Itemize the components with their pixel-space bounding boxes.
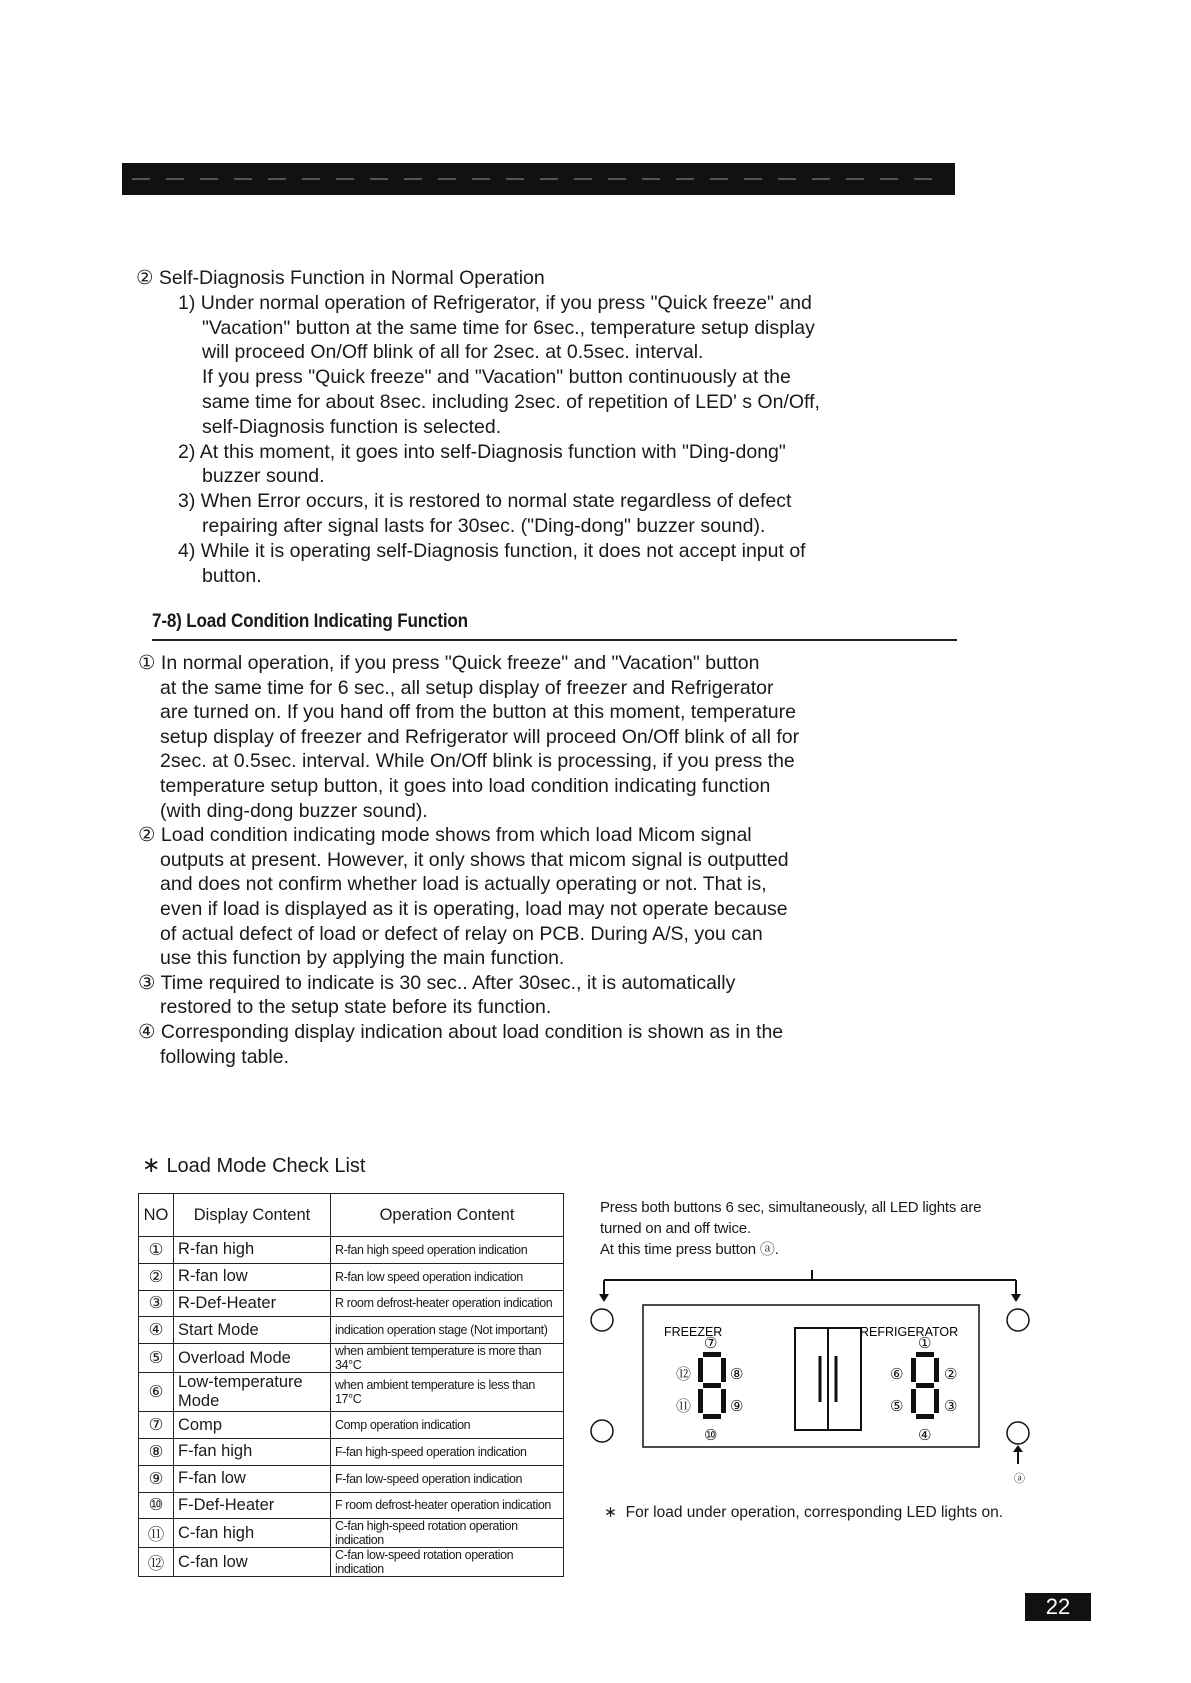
item-line: and does not confirm whether load is actually operating or not. That is, [160, 873, 767, 896]
list-item [128, 971, 888, 996]
door-icon [795, 1328, 828, 1430]
cell-operation: when ambient temperature is less than 17°C [331, 1373, 564, 1412]
cell-operation: R-fan low speed operation indication [331, 1263, 564, 1290]
item-line: of actual defect of load or defect of relay on PCB. During A/S, you can [160, 922, 763, 945]
item-line: Corresponding display indication about load condition is shown as in the [160, 1020, 784, 1043]
panel-instructions [600, 1197, 1020, 1260]
segment [698, 1358, 703, 1382]
item-line: When Error occurs, it is restored to normal state regardless of defect [200, 490, 792, 513]
segment [721, 1358, 726, 1382]
cell-operation: indication operation stage (Not important) [331, 1317, 564, 1344]
item-number: 2) [178, 440, 196, 463]
cell-display: Overload Mode [174, 1344, 331, 1373]
item-line: setup display of freezer and Refrigerator will proceed On/Off blink of all for [160, 725, 800, 748]
mark-10: ⑩ [704, 1426, 718, 1444]
cell-no: ⑧ [139, 1438, 174, 1465]
cell-display: C-fan high [174, 1519, 331, 1548]
segment [703, 1383, 721, 1388]
cell-display: F-fan low [174, 1465, 331, 1492]
item-line: At this moment, it goes into self-Diagnosis function with "Ding-dong" [199, 440, 786, 463]
check-list-title-text: Load Mode Check List [166, 1155, 366, 1177]
load-mode-table [138, 1193, 564, 1577]
item-line: If you press "Quick freeze" and "Vacation" button continuously at the [202, 366, 791, 389]
item-line: "Vacation" button at the same time for 6sec., temperature setup display [202, 316, 815, 339]
segment [934, 1389, 939, 1413]
cell-display: R-fan low [174, 1263, 331, 1290]
instruction-line: Press both buttons 6 sec, simultaneously, all LED lights are [600, 1199, 982, 1216]
item-line: are turned on. If you hand off from the button at this moment, temperature [160, 701, 796, 724]
button-circle[interactable] [591, 1309, 613, 1331]
list-item [160, 489, 896, 514]
item-line: self-Diagnosis function is selected. [202, 415, 502, 438]
door-icon [828, 1328, 861, 1430]
button-circle[interactable] [1007, 1309, 1029, 1331]
item-line: (with ding-dong buzzer sound). [160, 799, 428, 822]
cell-operation: R room defrost-heater operation indication [331, 1290, 564, 1317]
arrow-head-icon [1011, 1294, 1021, 1302]
mark-9: ⑨ [730, 1397, 744, 1415]
item-line: While it is operating self-Diagnosis function, it does not accept input of [200, 539, 806, 562]
segment [721, 1389, 726, 1413]
mark-2: ② [944, 1365, 958, 1383]
item-line: In normal operation, if you press "Quick freeze" and "Vacation" button [160, 652, 760, 674]
list-item [160, 539, 896, 564]
col-header-display: Display Content [174, 1194, 331, 1237]
mark-6: ⑥ [890, 1365, 904, 1383]
cell-operation: C-fan high-speed rotation operation indication [331, 1519, 564, 1548]
table-header-row [139, 1194, 564, 1237]
cell-display: F-Def-Heater [174, 1492, 331, 1519]
cell-display: F-fan high [174, 1438, 331, 1465]
button-a-label: ⓐ [1014, 1473, 1025, 1485]
item-line: even if load is displayed as it is operating, load may not operate because [160, 897, 788, 920]
instruction-line: turned on and off twice. [600, 1220, 751, 1237]
cell-operation: F-fan low-speed operation indication [331, 1465, 564, 1492]
item-line: at the same time for 6 sec., all setup display of freezer and Refrigerator [160, 676, 774, 699]
item-line: will proceed On/Off blink of all for 2sec. at 0.5sec. interval. [202, 341, 704, 364]
segment [703, 1352, 721, 1357]
mark-1: ① [918, 1334, 932, 1352]
list-item [160, 440, 896, 465]
self-diagnosis-section [136, 266, 896, 588]
mark-3: ③ [944, 1397, 958, 1415]
cell-operation: F-fan high-speed operation indication [331, 1438, 564, 1465]
item-number: 3) [178, 490, 196, 513]
list-item [128, 1020, 888, 1045]
cell-no: ⑦ [139, 1412, 174, 1439]
header-bar [122, 163, 955, 195]
mark-7: ⑦ [704, 1334, 718, 1352]
item-number: 1) [178, 291, 196, 314]
item-line: outputs at present. However, it only shows that micom signal is outputted [160, 848, 789, 871]
cell-display: Comp [174, 1412, 331, 1439]
segment [703, 1414, 721, 1419]
table-row [139, 1492, 564, 1519]
mark-11: ⑪ [676, 1397, 692, 1415]
cell-no: ③ [139, 1290, 174, 1317]
freezer-label: FREEZER [664, 1325, 723, 1339]
table-row [139, 1519, 564, 1548]
cell-operation: F room defrost-heater operation indication [331, 1492, 564, 1519]
table-row [139, 1317, 564, 1344]
item-line: same time for about 8sec. including 2sec. of repetition of LED' s On/Off, [202, 390, 820, 413]
item-line: 2sec. at 0.5sec. interval. While On/Off blink is processing, if you press the [160, 750, 795, 773]
item-line: Under normal operation of Refrigerator, if you press "Quick freeze" and [200, 291, 812, 314]
footnote-text: For load under operation, corresponding LED lights on. [625, 1504, 1004, 1521]
cell-operation: when ambient temperature is more than 34°C [331, 1344, 564, 1373]
table-row [139, 1438, 564, 1465]
list-item [160, 291, 896, 316]
cell-operation: C-fan low-speed rotation operation indication [331, 1548, 564, 1577]
table-row [139, 1373, 564, 1412]
item-mark: ① [138, 652, 156, 674]
item-mark: ④ [138, 1020, 156, 1043]
item-line: temperature setup button, it goes into load condition indicating function [160, 774, 771, 797]
segment [911, 1389, 916, 1413]
segment [916, 1414, 934, 1419]
asterisk-icon: ∗ [142, 1152, 161, 1177]
section-title: ② Self-Diagnosis Function in Normal Operation [136, 267, 545, 289]
cell-display: Start Mode [174, 1317, 331, 1344]
cell-no: ⑪ [139, 1519, 174, 1548]
mark-4: ④ [918, 1426, 932, 1444]
cell-no: ⑨ [139, 1465, 174, 1492]
segment [911, 1358, 916, 1382]
cell-no: ⑩ [139, 1492, 174, 1519]
col-header-operation: Operation Content [331, 1194, 564, 1237]
cell-no: ⑫ [139, 1548, 174, 1577]
segment [934, 1358, 939, 1382]
cell-operation: Comp operation indication [331, 1412, 564, 1439]
item-line: Time required to indicate is 30 sec.. After 30sec., it is automatically [160, 971, 736, 994]
arrow-head-icon [1013, 1445, 1023, 1452]
item-line: restored to the setup state before its function. [160, 996, 552, 1019]
item-mark: ② [138, 824, 156, 847]
refrigerator-label: REFRIGERATOR [860, 1325, 959, 1339]
col-header-no: NO [139, 1194, 174, 1237]
heading-text: 7-8) Load Condition Indicating Function [152, 611, 468, 632]
check-list-title [142, 1152, 365, 1178]
mark-5: ⑤ [890, 1397, 904, 1415]
segment [916, 1383, 934, 1388]
item-line: following table. [160, 1045, 289, 1068]
item-line: buzzer sound. [202, 465, 325, 488]
segment [698, 1389, 703, 1413]
section-heading [152, 611, 957, 641]
arrow-head-icon [599, 1294, 609, 1302]
freezer-segment-display [698, 1352, 726, 1419]
item-number: 4) [178, 539, 196, 562]
instruction-line: At this time press button ⓐ. [600, 1241, 779, 1258]
load-condition-section [128, 651, 888, 1069]
button-circle[interactable] [591, 1420, 613, 1442]
item-line: button. [202, 564, 262, 587]
cell-no: ④ [139, 1317, 174, 1344]
table-row [139, 1344, 564, 1373]
cell-no: ⑤ [139, 1344, 174, 1373]
panel-footnote [604, 1503, 1003, 1522]
mark-8: ⑧ [730, 1365, 744, 1383]
mark-12: ⑫ [676, 1365, 692, 1383]
control-panel-diagram [580, 1268, 1040, 1488]
asterisk-icon: ∗ [604, 1504, 617, 1521]
cell-display: R-Def-Heater [174, 1290, 331, 1317]
item-line: use this function by applying the main function. [160, 947, 565, 970]
cell-no: ② [139, 1263, 174, 1290]
item-line: Load condition indicating mode shows from which load Micom signal [160, 824, 752, 847]
cell-display: R-fan high [174, 1237, 331, 1264]
cell-display: Low-temperature Mode [174, 1373, 331, 1412]
table-row [139, 1237, 564, 1264]
list-item [128, 823, 888, 848]
cell-operation: R-fan high speed operation indication [331, 1237, 564, 1264]
table-row [139, 1263, 564, 1290]
page-number: 22 [1025, 1593, 1091, 1621]
refrigerator-segment-display [911, 1352, 939, 1419]
item-line: repairing after signal lasts for 30sec. ("Ding-dong" buzzer sound). [202, 514, 766, 537]
segment [916, 1352, 934, 1357]
table-row [139, 1548, 564, 1577]
list-item [128, 651, 888, 676]
item-mark: ③ [138, 971, 156, 994]
button-circle-a[interactable] [1007, 1422, 1029, 1444]
cell-display: C-fan low [174, 1548, 331, 1577]
table-row [139, 1290, 564, 1317]
table-row [139, 1412, 564, 1439]
cell-no: ① [139, 1237, 174, 1264]
cell-no: ⑥ [139, 1373, 174, 1412]
table-row [139, 1465, 564, 1492]
